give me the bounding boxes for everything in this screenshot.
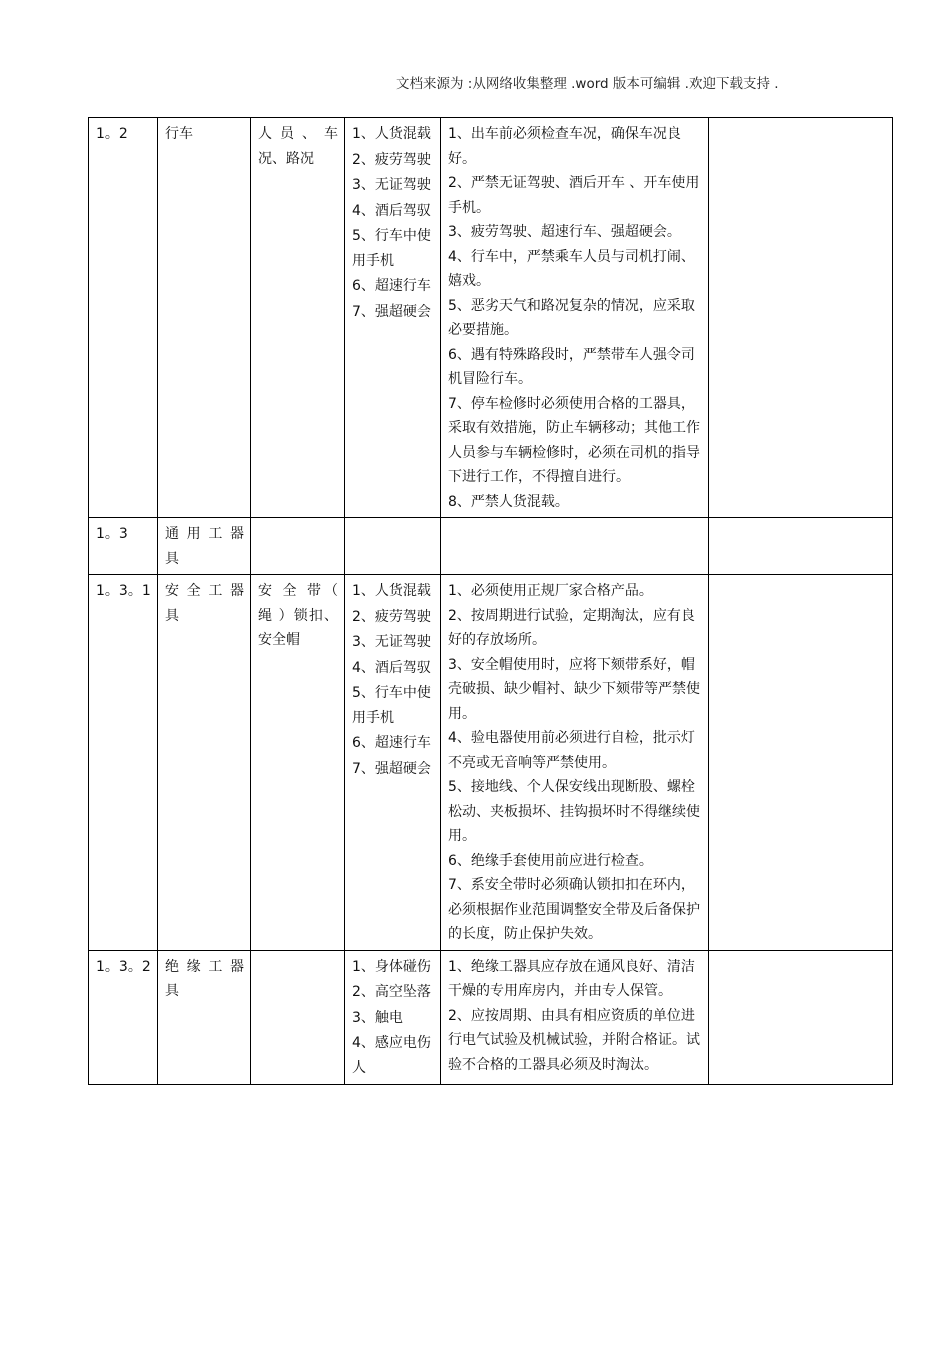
table-row [89, 518, 893, 575]
row-remark [709, 575, 893, 951]
hazard-item: 2、疲劳驾驶 [352, 608, 431, 625]
table-row [89, 575, 893, 951]
hazard-item: 7、强超硬会 [352, 303, 431, 320]
header-note: 文档来源为 :从网络收集整理 .word 版本可编辑 .欢迎下载支持 . [396, 76, 779, 92]
measure-item: 1、必须使用正规厂家合格产品。 [448, 583, 653, 599]
row-measures [441, 518, 709, 575]
measure-item: 7、系安全带时必须确认锁扣扣在环内，必须根据作业范围调整安全带及后备保护的长度，防止保护失效。 [448, 877, 700, 942]
hazard-item: 4、酒后驾驭 [352, 202, 431, 219]
row-name: 安 全 工 器 具 [158, 575, 251, 951]
row-remark [709, 118, 893, 518]
row-hazards [345, 118, 441, 518]
measure-item: 1、绝缘工器具应存放在通风良好、清洁干燥的专用库房内，并由专人保管。 [448, 958, 695, 999]
hazard-table [88, 117, 893, 1085]
measure-item: 8、严禁人货混载。 [448, 493, 569, 510]
row-name: 绝 缘 工 器 具 [158, 950, 251, 1085]
hazard-item: 6、超速行车 [352, 278, 431, 294]
hazard-item: 3、触电 [352, 1009, 403, 1026]
row-hazards [345, 950, 441, 1085]
row-remark [709, 950, 893, 1085]
measure-item: 2、应按周期、由具有相应资质的单位进行电气试验及机械试验，并附合格证。试验不合格的工器具必须及时淘汰。 [448, 1007, 700, 1073]
hazard-item: 1、人货混载 [352, 583, 431, 599]
measure-item: 4、行车中，严禁乘车人员与司机打闹、嬉戏。 [448, 248, 695, 289]
measure-item: 2、严禁无证驾驶、酒后开车 、开车使用手机。 [448, 175, 700, 216]
row-object [251, 518, 345, 575]
row-id: 1。3。1 [89, 575, 158, 951]
row-measures [441, 118, 709, 518]
measure-item: 1、出车前必须检查车况，确保车况良好。 [448, 126, 681, 167]
hazard-item: 5、行车中使用手机 [352, 228, 431, 269]
row-id: 1。3 [89, 518, 158, 575]
row-hazards [345, 575, 441, 951]
measure-item: 6、绝缘手套使用前应进行检查。 [448, 852, 653, 869]
hazard-item: 1、人货混载 [352, 126, 431, 142]
table-row [89, 118, 893, 518]
hazard-item: 2、疲劳驾驶 [352, 151, 431, 168]
row-object: 人 员 、 车况、路况 [251, 118, 345, 518]
row-id: 1。3。2 [89, 950, 158, 1085]
row-object [251, 950, 345, 1085]
row-measures [441, 575, 709, 951]
measure-item: 3、疲劳驾驶、超速行车、强超硬会。 [448, 224, 681, 240]
row-object: 安 全 带（ 绳 ）锁扣、安全帽 [251, 575, 345, 951]
measure-item: 4、验电器使用前必须进行自检，批示灯不亮或无音响等严禁使用。 [448, 730, 695, 771]
row-hazards [345, 518, 441, 575]
row-remark [709, 518, 893, 575]
hazard-item: 6、超速行车 [352, 735, 431, 751]
row-name: 通 用 工 器 具 [158, 518, 251, 575]
row-measures [441, 950, 709, 1085]
hazard-item: 3、无证驾驶 [352, 177, 431, 193]
measure-item: 5、接地线、个人保安线出现断股、螺栓松动、夹板损坏、挂钩损坏时不得继续使用。 [448, 779, 700, 844]
hazard-item: 7、强超硬会 [352, 760, 431, 777]
row-name: 行车 [158, 118, 251, 518]
measure-item: 5、恶劣天气和路况复杂的情况，应采取必要措施。 [448, 297, 695, 338]
measure-item: 2、按周期进行试验，定期淘汰，应有良好的存放场所。 [448, 607, 695, 648]
measure-item: 3、安全帽使用时，应将下颏带系好，帽壳破损、缺少帽衬、缺少下颏带等严禁使用。 [448, 656, 700, 722]
hazard-item: 5、行车中使用手机 [352, 685, 431, 726]
measure-item: 7、停车检修时必须使用合格的工器具，采取有效措施，防止车辆移动；其他工作人员参与车辆检修时，必须在司机的指导下进行工作，不得擅自进行。 [448, 395, 700, 485]
hazard-item: 4、酒后驾驭 [352, 659, 431, 676]
hazard-item: 4、感应电伤人 [352, 1035, 431, 1076]
table-row [89, 950, 893, 1085]
row-id: 1。2 [89, 118, 158, 518]
measure-item: 6、遇有特殊路段时，严禁带车人强令司机冒险行车。 [448, 346, 695, 387]
hazard-item: 3、无证驾驶 [352, 634, 431, 650]
hazard-item: 2、高空坠落 [352, 984, 431, 1000]
hazard-item: 1、身体碰伤 [352, 958, 431, 975]
